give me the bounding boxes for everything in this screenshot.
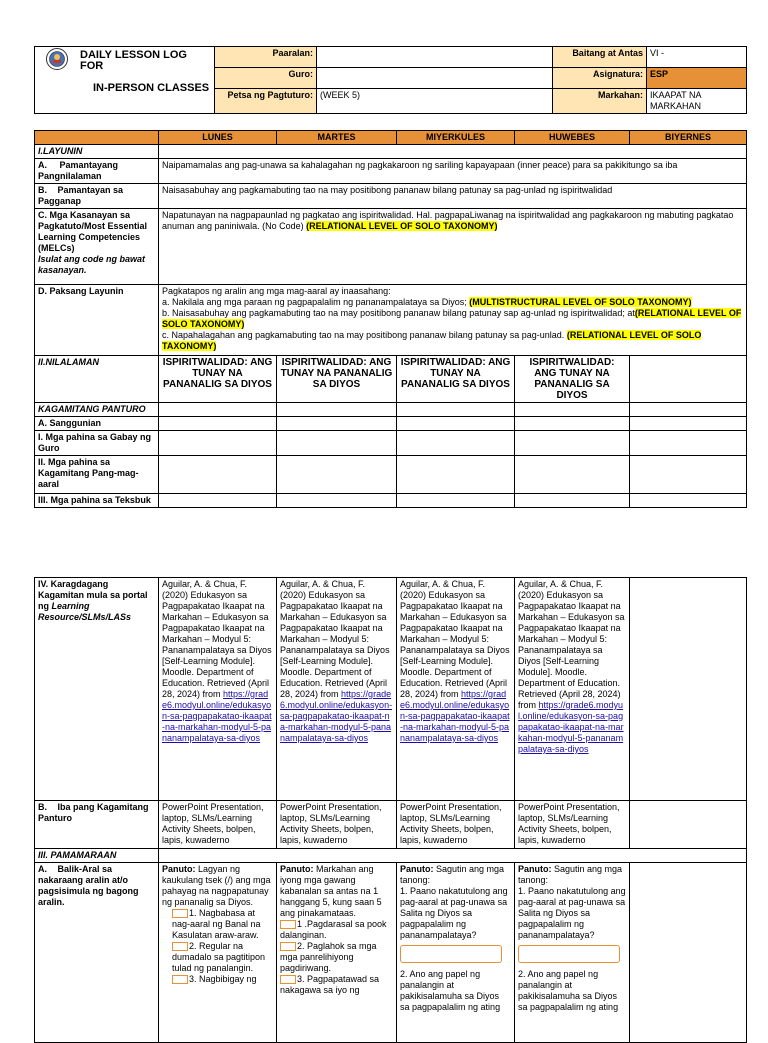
question-1: 1. Paano nakatutulong ang pag-aaral at pag-unawa sa Salita ng Diyos sa pagpapalalim ng pananampalataya? (518, 886, 626, 940)
asignatura-label: Asignatura: (553, 68, 647, 89)
day-header-lunes: LUNES (159, 131, 277, 145)
paksang-layunin-text (159, 285, 747, 356)
paksang-b-tag: (RELATIONAL LEVEL OF SOLO TAXONOMY) (162, 308, 742, 329)
reference-lunes (159, 578, 277, 801)
reference-text: Aguilar, A. & Chua, F. (2020) Edukasyon sa Pagpapakatao Ikaapat na Markahan – Edukasyon sa Pagpapakatao Ikaapat na Markahan – Modyul 5: Pananampalataya sa Diyos [Self-Learning Module]. Moodle. Department of Education. Retrieved (April 28, 2024) from (400, 579, 510, 699)
day-header-biyernes: BIYERNES (630, 131, 747, 145)
rating-item (280, 919, 393, 941)
panuto-text: Markahan ang iyong mga gawang kabanalan sa antas na 1 hanggang 5, kung saan 5 ang pinakamataas. (280, 864, 382, 918)
checklist-text: 2. Regular na dumadalo sa pagtitipon tulad ng panalangin. (172, 941, 266, 973)
paksang-b-text: b. Naisasabuhay ang pagkamabuting tao na may positibong pananaw bilang patunay sap ag-unlad ng ispiritwalidad; at (162, 308, 635, 318)
checklist-text: 1. Nagbabasa at nag-aaral ng Banal na Kasulatan araw-araw. (172, 908, 261, 940)
baitang-field[interactable]: VI - (647, 47, 747, 68)
paksang-item-c (162, 330, 743, 352)
cell-blank (159, 456, 277, 494)
form-title-line2: IN-PERSON CLASSES (93, 82, 210, 94)
pamantayang-pangnilalaman-text: Naipamamalas ang pag-unawa sa kahalagahan ng pagkakaroon ng sariling kapayapaan (inner peace) para sa pakikitungo sa iba (159, 159, 747, 184)
paksang-layunin-label: D. Paksang Layunin (35, 285, 159, 356)
row-letter-a: A. (38, 160, 47, 170)
cell-blank (277, 456, 397, 494)
karagdagang-ital: Learning Resource/SLMs/LASs (38, 601, 132, 622)
pamamaraan-heading-blank (159, 849, 747, 863)
gabay-guro-label: I. Mga pahina sa Gabay ng Guro (35, 431, 159, 456)
checklist-item (162, 941, 273, 974)
day-header-miyerkules: MIYERKULES (397, 131, 515, 145)
karagdagang-kagamitan-label (35, 578, 159, 801)
cell-blank (515, 417, 630, 431)
guro-label: Guro: (215, 68, 317, 89)
row-letter-a2: A. (38, 864, 47, 874)
markahan-label: Markahan: (553, 89, 647, 114)
row-title-b: Pamantayan sa Pagganap (38, 185, 124, 206)
paksang-a-text: a. Nakilala ang mga paraan ng pagpapalalim ng pananampalataya sa Diyos; (162, 297, 467, 307)
paksang-c-tag: (RELATIONAL LEVEL OF SOLO TAXONOMY) (162, 330, 702, 351)
question-1: 1. Paano nakatutulong ang pag-aaral at pag-unawa sa Salita ng Diyos sa pagpapalalim ng pananampalataya? (400, 886, 508, 940)
panuto-label: Panuto: (162, 864, 196, 874)
paksang-a-tag: (MULTISTRUCTURAL LEVEL OF SOLO TAXONOMY) (469, 297, 692, 307)
petsa-field[interactable]: (WEEK 5) (317, 89, 553, 114)
row-letter-b: B. (38, 185, 47, 195)
checklist-item (162, 974, 273, 985)
nilalaman-lunes: ISPIRITWALIDAD: ANG TUNAY NA PANANALIG SA DIYOS (159, 356, 277, 403)
kasanayan-body: Napatunayan na nagpapaunlad ng pagkatao ang ispiritwalidad. Hal. pagpapaLiwanag na ispiritwalidad ang pagkakaroon ng mabuting pagkatao anuman ang paniniwala. (No Code) (162, 210, 734, 231)
panuto-label: Panuto: (518, 864, 552, 874)
cell-blank (159, 403, 277, 417)
kasanayan-subtitle: Isulat ang code ng bawat kasanayan. (38, 254, 146, 275)
rating-text: 2. Paglahok sa mga mga panrelihiyong pagdiriwang. (280, 941, 377, 973)
paksang-intro: Pagkatapos ng aralin ang mga mag-aaral ay inaasahang: (162, 286, 391, 296)
paksang-c-text: c. Napahalagahan ang pagkamabuting tao na may positibong pananaw bilang patunay sa pag-unlad. (162, 330, 565, 340)
day-header-blank (35, 131, 159, 145)
rating-box[interactable] (280, 975, 296, 984)
kasanayan-title: C. Mga Kasanayan sa Pagkatuto/Most Essential Learning Competencies (MELCs) (38, 210, 148, 253)
reference-link[interactable]: https://grade6.modyul.online/edukasyon-sa-pagpapakatao-ikaapat-na-markahan-modyul-5-pananampalataya-sa-diyos (280, 689, 393, 743)
panuto-label: Panuto: (400, 864, 434, 874)
nilalaman-biyernes (630, 356, 747, 403)
panuto-label: Panuto: (280, 864, 314, 874)
reference-link[interactable]: https://grade6.modyul.online/edukasyon-sa-pagpapakatao-ikaapat-na-markahan-modyul-5-pananampalataya-sa-diyos (400, 689, 510, 743)
cell-blank (515, 456, 630, 494)
procedure-biyernes (630, 863, 747, 1043)
layunin-heading: I.LAYUNIN (35, 145, 159, 159)
cell-blank (630, 417, 747, 431)
cell-blank (397, 403, 515, 417)
question-2: 2. Ano ang papel ng panalangin at pakikisalamuha sa Diyos sa pagpapalalim ng ating (400, 969, 501, 1012)
cell-blank (277, 494, 397, 508)
reference-huwebes (515, 578, 630, 801)
rating-item (280, 974, 393, 996)
reference-martes (277, 578, 397, 801)
checklist-item (162, 908, 273, 941)
cell-blank (159, 417, 277, 431)
kagamitan-heading: KAGAMITANG PANTURO (35, 403, 159, 417)
materials-biyernes (630, 801, 747, 849)
kasanayan-text (159, 209, 747, 285)
cell-blank (277, 417, 397, 431)
balik-aral-label (35, 863, 159, 1043)
layunin-heading-blank (159, 145, 747, 159)
cell-blank (397, 431, 515, 456)
asignatura-field[interactable]: ESP (647, 68, 747, 89)
sanggunian-label: A. Sanggunian (35, 417, 159, 431)
form-title-line1: DAILY LESSON LOG FOR (80, 49, 187, 72)
nilalaman-miyerkules: ISPIRITWALIDAD: ANG TUNAY NA PANANALIG SA DIYOS (397, 356, 515, 403)
cell-blank (630, 494, 747, 508)
day-header-huwebes: HUWEBES (515, 131, 630, 145)
baitang-label: Baitang at Antas (553, 47, 647, 68)
rating-text: 3. Pagpapatawad sa nakagawa sa iyo ng (280, 974, 380, 995)
form-title (35, 47, 215, 114)
guro-field[interactable] (317, 68, 553, 89)
cell-blank (630, 431, 747, 456)
question-2: 2. Ano ang papel ng panalangin at pakikisalamuha sa Diyos sa pagpapalalim ng ating (518, 969, 619, 1012)
rating-box[interactable] (280, 920, 296, 929)
reference-text: Aguilar, A. & Chua, F. (2020) Edukasyon sa Pagpapakatao Ikaapat na Markahan – Edukasyon sa Pagpapakatao Ikaapat na Markahan – Modyul 5: Pananampalataya sa Diyos [Self-Learning Module]. Moodle. Department of Education. Retrieved (April 28, 2024) from (518, 579, 625, 710)
teksbuk-label: III. Mga pahina sa Teksbuk (35, 494, 159, 508)
materials-martes: PowerPoint Presentation, laptop, SLMs/Learning Activity Sheets, bolpen, lapis, kuwaderno (277, 801, 397, 849)
panuto-text: Sagutin ang mga tanong: (518, 864, 623, 885)
rating-box[interactable] (280, 942, 296, 951)
header-table (34, 46, 747, 114)
reference-link[interactable]: https://grade6.modyul.online/edukasyon-sa-pagpapakatao-ikaapat-na-markahan-modyul-5-pananampalataya-sa-diyos (518, 700, 624, 754)
procedure-lunes (159, 863, 277, 1043)
row-title-a: Pamantayang Pangnilalaman (38, 160, 119, 181)
reference-miyerkules (397, 578, 515, 801)
day-header-martes: MARTES (277, 131, 397, 145)
cell-blank (397, 456, 515, 494)
reference-link[interactable]: https://grade6.modyul.online/edukasyon-sa-pagpapakatao-ikaapat-na-markahan-modyul-5-pananampalataya-sa-diyos (162, 689, 272, 743)
kagamitang-mag-aaral-label: II. Mga pahina sa Kagamitang Pang-mag-aaral (35, 456, 159, 494)
lesson-table-bottom (34, 577, 747, 1043)
row-title-b2: Iba pang Kagamitang Panturo (38, 802, 149, 823)
markahan-field[interactable]: IKAAPAT NA MARKAHAN (647, 89, 747, 114)
checkbox[interactable] (172, 909, 188, 918)
pamantayan-pagganap-text: Naisasabuhay ang pagkamabuting tao na may positibong pananaw bilang patunay sa pag-unlad ng ispiritwalidad (159, 184, 747, 209)
cell-blank (397, 417, 515, 431)
row-title-a2: Balik-Aral sa nakaraang aralin at/o pagsisimula ng bagong aralin. (38, 864, 139, 907)
reference-text: Aguilar, A. & Chua, F. (2020) Edukasyon sa Pagpapakatao Ikaapat na Markahan – Edukasyon sa Pagpapakatao Ikaapat na Markahan – Modyul 5: Pananampalataya sa Diyos [Self-Learning Module]. Moodle. Department of Education. Retrieved (April 28, 2024) from (280, 579, 390, 699)
materials-lunes: PowerPoint Presentation, laptop, SLMs/Learning Activity Sheets, bolpen, lapis, kuwaderno (159, 801, 277, 849)
kasanayan-solo-tag: (RELATIONAL LEVEL OF SOLO TAXONOMY) (306, 221, 498, 231)
cell-blank (159, 431, 277, 456)
pamamaraan-heading: III. PAMAMARAAN (35, 849, 159, 863)
reference-biyernes (630, 578, 747, 801)
kasanayan-label (35, 209, 159, 285)
cell-blank (515, 494, 630, 508)
checklist-text: 3. Nagbibigay ng (189, 974, 257, 984)
karagdagang-text: IV. Karagdagang Kagamitan mula sa portal ng (38, 579, 148, 611)
paaralan-field[interactable] (317, 47, 553, 68)
checkbox[interactable] (172, 942, 188, 951)
panuto-text: Sagutin ang mga tanong: (400, 864, 505, 885)
petsa-label: Petsa ng Pagtuturo: (215, 89, 317, 114)
cell-blank (159, 494, 277, 508)
cell-blank (630, 403, 747, 417)
pamantayang-pangnilalaman-label (35, 159, 159, 184)
cell-blank (515, 403, 630, 417)
rating-item (280, 941, 393, 974)
nilalaman-heading: II.NILALAMAN (35, 356, 159, 403)
cell-blank (630, 456, 747, 494)
cell-blank (397, 494, 515, 508)
answer-box-1[interactable] (518, 945, 620, 963)
procedure-martes (277, 863, 397, 1043)
cell-blank (277, 431, 397, 456)
nilalaman-huwebes: ISPIRITWALIDAD: ANG TUNAY NA PANANALIG SA DIYOS (515, 356, 630, 403)
procedure-huwebes (515, 863, 630, 1043)
reference-text: Aguilar, A. & Chua, F. (2020) Edukasyon sa Pagpapakatao Ikaapat na Markahan – Edukasyon sa Pagpapakatao Ikaapat na Markahan – Modyul 5: Pananampalataya sa Diyos [Self-Learning Module]. Moodle. Department of Education. Retrieved (April 28, 2024) from (162, 579, 272, 699)
row-letter-b2: B. (38, 802, 47, 812)
paksang-item-a (162, 297, 743, 308)
nilalaman-martes: ISPIRITWALIDAD: ANG TUNAY NA PANANALIG SA DIYOS (277, 356, 397, 403)
iba-pang-kagamitan-label (35, 801, 159, 849)
cell-blank (515, 431, 630, 456)
procedure-miyerkules (397, 863, 515, 1043)
pamantayan-pagganap-label (35, 184, 159, 209)
cell-blank (277, 403, 397, 417)
paksang-item-b (162, 308, 743, 330)
lesson-table-top (34, 130, 747, 508)
paaralan-label: Paaralan: (215, 47, 317, 68)
panuto-text: Lagyan ng kaukulang tsek (/) ang mga pahayag na nagpapatunay ng pananalig sa Diyos. (162, 864, 271, 907)
materials-huwebes: PowerPoint Presentation, laptop, SLMs/Learning Activity Sheets, bolpen, lapis, kuwaderno (515, 801, 630, 849)
rating-text: 1 .Pagdarasal sa pook dalanginan. (280, 919, 387, 940)
checkbox[interactable] (172, 975, 188, 984)
answer-box-1[interactable] (400, 945, 502, 963)
materials-miyerkules: PowerPoint Presentation, laptop, SLMs/Learning Activity Sheets, bolpen, lapis, kuwaderno (397, 801, 515, 849)
